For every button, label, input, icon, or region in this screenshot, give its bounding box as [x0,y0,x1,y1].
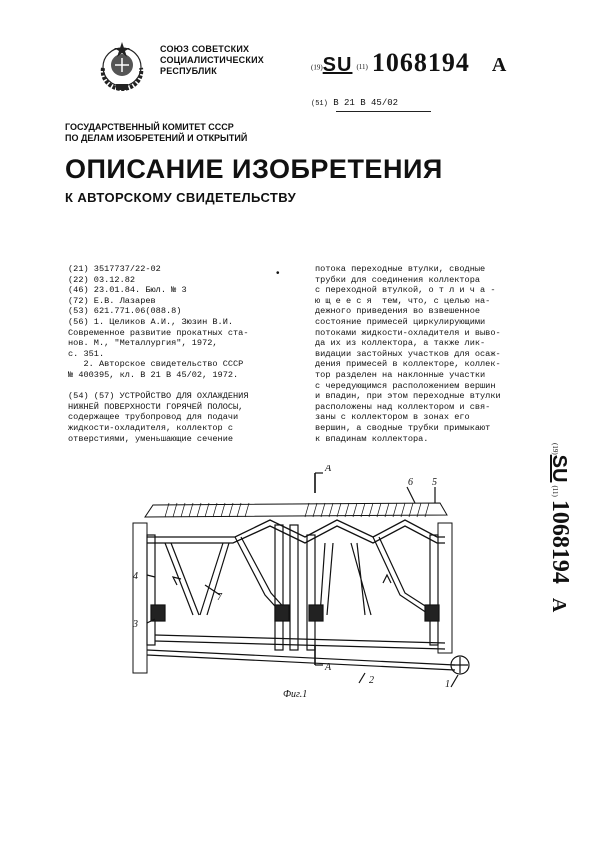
vertical-patent-number [543,443,573,663]
abstract-line: тор разделен на наклонные участки [315,369,486,380]
ipc-value: В 21 В 45/02 [333,98,399,108]
biblio-line: (21) 3517737/22-02 [68,264,161,274]
figure-caption: Фиг.1 [283,689,308,700]
committee-line: ПО ДЕЛАМ ИЗОБРЕТЕНИЙ И ОТКРЫТИЙ [65,133,248,143]
vertical-code-19: (19) [551,443,559,455]
vertical-number: 1068194 [547,499,573,584]
abstract-line: видации застойных участков для осаж- [315,348,501,359]
ipc-underline [336,111,431,112]
section-label-a-top: A [325,465,332,474]
technical-drawing [125,465,485,690]
vertical-kind: A [548,597,570,613]
vertical-country: SU [548,454,570,483]
patent-number-block [311,48,506,78]
ipc-classification [311,98,398,108]
committee-name [65,122,247,144]
callout-1: 1 [445,679,450,690]
committee-line: ГОСУДАРСТВЕННЫЙ КОМИТЕТ СССР [65,122,234,132]
abstract-line: трубки для соединения коллектора [315,274,481,285]
abstract-line: потоками жидкости-охладителя и выво- [315,327,501,338]
abstract-line: да их из коллектора, а также лик- [315,338,486,349]
org-line: РЕСПУБЛИК [160,66,217,76]
abstract-line: и впадин, при этом переходные втулки [315,391,501,402]
biblio-line: содержащее трубопровод для подачи [68,412,239,423]
biblio-line: нов. М., "Металлургия", 1972, [68,338,218,349]
abstract-line: расположены над коллектором и свя- [315,401,491,412]
biblio-line: (53) 621.771.06(088.8) [68,306,182,317]
abstract-line: с переходной втулкой, о т л и ч а - [315,285,496,296]
biblio-line: 2. Авторское свидетельство СССР [68,359,244,370]
biblio-line: (72) Е.В. Лазарев [68,295,156,306]
biblio-line: отверстиями, уменьшающие сечение [68,433,234,444]
biblio-line: (54) (57) УСТРОЙСТВО ДЛЯ ОХЛАЖДЕНИЯ [68,391,249,402]
ussr-emblem-icon [95,40,149,92]
callout-2: 2 [369,675,374,686]
document-title: ОПИСАНИЕ ИЗОБРЕТЕНИЯ [65,154,443,184]
biblio-line: № 400395, кл. В 21 В 45/02, 1972. [68,369,239,380]
bibliographic-data [68,264,296,444]
abstract-line: состояние примесей циркулирующими [315,316,486,327]
abstract-line: дежного приведения во взвешенное [315,306,481,317]
biblio-line: (46) 23.01.84. Бюл. № 3 [68,285,187,296]
abstract-line: заны с коллектором в зонах его [315,412,470,423]
callout-3: 3 [133,619,138,630]
biblio-line: с. 351. [68,348,105,359]
biblio-line: (22) 03.12.82 [68,274,136,285]
abstract-line: с чередующимся расположением вершин [315,380,496,391]
country-code: SU [322,54,353,76]
biblio-line: Современное развитие прокатных ста- [68,327,249,338]
biblio-line: НИЖНЕЙ ПОВЕРХНОСТИ ГОРЯЧЕЙ ПОЛОСЫ, [68,401,244,412]
code-11: (11) [356,63,368,72]
abstract-continued [315,264,545,444]
callout-6: 6 [408,477,413,488]
biblio-line [68,381,296,392]
abstract-line: потока переходные втулки, сводные [315,264,486,274]
bullet-mark: • [276,268,280,279]
abstract-line: дения примесей в коллекторе, коллек- [315,359,501,370]
biblio-line: (56) 1. Целиков А.И., Зюзин В.И. [68,316,234,327]
organization-name [160,44,264,77]
org-line: СОЮЗ СОВЕТСКИХ [160,44,250,54]
code-51: (51) [311,100,328,108]
org-line: СОЦИАЛИСТИЧЕСКИХ [160,55,264,65]
section-label-a-bottom: A [325,662,332,673]
code-19: (19) [311,63,323,72]
patent-number: 1068194 [371,48,470,77]
callout-7: 7 [217,592,222,603]
callout-5: 5 [432,477,437,488]
document-subtitle: К АВТОРСКОМУ СВИДЕТЕЛЬСТВУ [65,190,297,205]
vertical-code-11: (11) [551,485,559,497]
callout-4: 4 [133,571,138,582]
abstract-line: к впадинам коллектора. [315,433,429,444]
abstract-line: ю щ е е с я тем, что, с целью на- [315,295,491,306]
biblio-line: жидкости-охладителя, коллектор с [68,422,234,433]
abstract-line: вершин, а сводные трубки примыкают [315,422,491,433]
patent-kind: A [491,54,507,76]
